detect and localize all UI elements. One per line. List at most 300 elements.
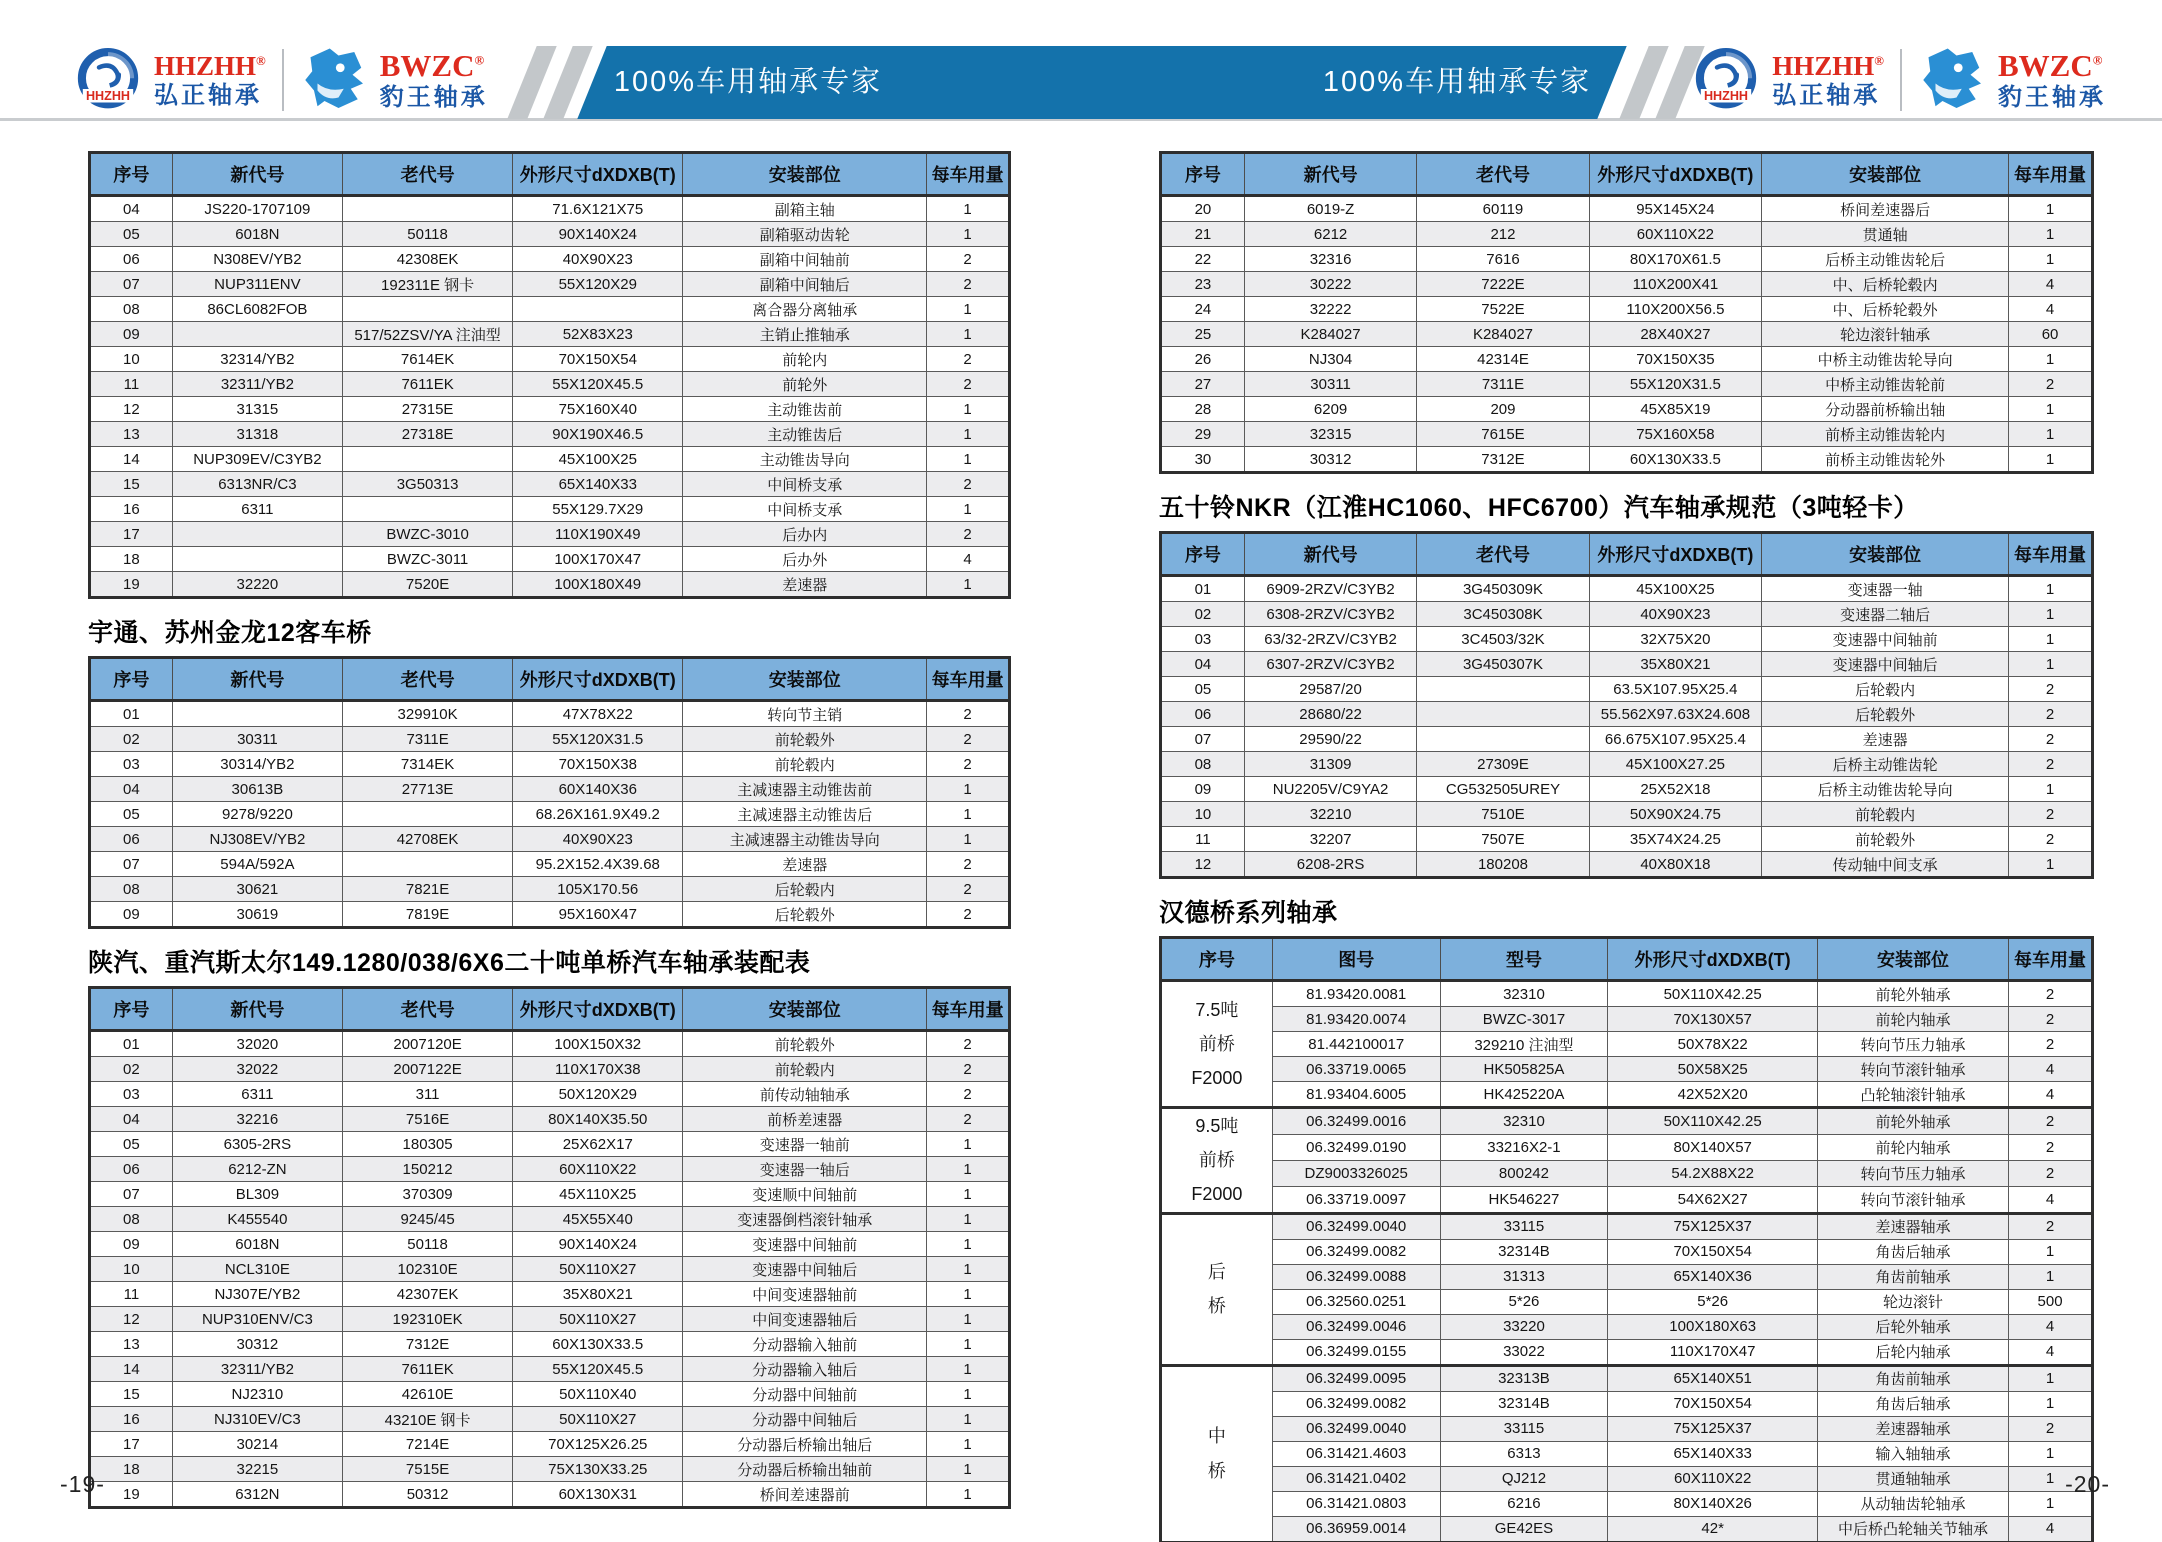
- table-cell: 04: [90, 196, 173, 222]
- table-cell: 65X140X33: [513, 472, 683, 497]
- bwzc-logo-icon: [300, 45, 370, 115]
- table-cell: 50X110X27: [513, 1307, 683, 1332]
- table-cell: 50X110X42.25: [1608, 1108, 1818, 1135]
- column-header: 每车用量: [2009, 938, 2093, 981]
- bwzc-abbr: BWZC®: [1998, 48, 2103, 84]
- table-cell: 12: [1161, 852, 1245, 878]
- table-cell: 中、后桥轮毂外: [1762, 297, 2009, 322]
- table-cell: 25X52X18: [1589, 777, 1761, 802]
- column-header: 序号: [1161, 938, 1273, 981]
- table-row: [90, 572, 1010, 598]
- table-cell: 08: [90, 877, 173, 902]
- table-cell: 2: [2009, 1134, 2093, 1160]
- table-cell: 06: [90, 1157, 173, 1182]
- table-cell: 主动锥齿后: [683, 422, 927, 447]
- table-cell: 24: [1161, 297, 1245, 322]
- table-cell: 2: [927, 1082, 1010, 1107]
- table-row: [1161, 1365, 2093, 1391]
- table-cell: 7522E: [1417, 297, 1589, 322]
- table-cell: BWZC-3010: [342, 522, 512, 547]
- table-cell: 3C450308K: [1417, 602, 1589, 627]
- table-cell: 后轮外轴承: [1818, 1314, 2009, 1339]
- table-cell: 1: [927, 1407, 1010, 1432]
- table-cell: 主减速器主动锥齿前: [683, 777, 927, 802]
- page-header: [0, 0, 2162, 121]
- table-cell: 15: [90, 472, 173, 497]
- table-cell: 1: [927, 1157, 1010, 1182]
- table-cell: 30621: [172, 877, 342, 902]
- table-cell: 03: [1161, 627, 1245, 652]
- table-cell: 06.32499.0046: [1272, 1314, 1440, 1339]
- table-cell: 81.93420.0081: [1272, 981, 1440, 1007]
- table-cell: 1: [927, 1332, 1010, 1357]
- table-cell: 12: [90, 1307, 173, 1332]
- table-cell: 输入轴轴承: [1818, 1441, 2009, 1466]
- table-cell: 副箱中间轴前: [683, 247, 927, 272]
- table-cell: 28: [1161, 397, 1245, 422]
- table-cell: 7515E: [342, 1457, 512, 1482]
- table-cell: 40X90X23: [1589, 602, 1761, 627]
- table-cell: 13: [90, 422, 173, 447]
- table-cell: 32314B: [1440, 1391, 1608, 1416]
- bwzc-abbr: BWZC®: [379, 48, 485, 84]
- table-cell: HK505825A: [1440, 1057, 1608, 1082]
- table-cell: 32207: [1244, 827, 1416, 852]
- table-cell: NUP311ENV: [172, 272, 342, 297]
- table-cell: 07: [90, 1182, 173, 1207]
- table-cell: 变速顺中间轴前: [683, 1182, 927, 1207]
- table-row: [1161, 422, 2093, 447]
- page-number-right: -20-: [2065, 1471, 2110, 1497]
- table-cell: 主动锥齿前: [683, 397, 927, 422]
- table-cell: 副箱驱动齿轮: [683, 222, 927, 247]
- table-cell: 63/32-2RZV/C3YB2: [1244, 627, 1416, 652]
- bwzc-name: 豹王轴承: [379, 83, 488, 111]
- table-cell: 50X78X22: [1608, 1032, 1818, 1057]
- table-cell: 60X130X33.5: [1589, 447, 1761, 473]
- table-cell: 前轮毂外: [683, 727, 927, 752]
- table-cell: 变速器一轴后: [683, 1157, 927, 1182]
- table-cell: 06.32499.0016: [1272, 1108, 1440, 1135]
- table-cell: 06.32499.0040: [1272, 1416, 1440, 1441]
- table-cell: 4: [927, 547, 1010, 572]
- table-cell: 33115: [1440, 1416, 1608, 1441]
- table-row: [90, 1031, 1010, 1057]
- table-cell: 60X110X22: [513, 1157, 683, 1182]
- table-cell: 6307-2RZV/C3YB2: [1244, 652, 1416, 677]
- table-row: [1161, 777, 2093, 802]
- hande-axle-table: [1159, 936, 2094, 1542]
- table-cell: 桥间差速器前: [683, 1482, 927, 1508]
- group-label-cell: 7.5吨 前桥 F2000: [1161, 981, 1273, 1108]
- table-cell: 1: [2009, 576, 2093, 602]
- table-cell: 1: [927, 1182, 1010, 1207]
- header-row: [90, 153, 1010, 196]
- table-cell: 中、后桥轮毂内: [1762, 272, 2009, 297]
- table-cell: 71.6X121X75: [513, 196, 683, 222]
- table-cell: 06.32560.0251: [1272, 1289, 1440, 1314]
- table-cell: 2: [2009, 702, 2093, 727]
- table-cell: 329910K: [342, 701, 512, 727]
- table-cell: 54.2X88X22: [1608, 1160, 1818, 1186]
- table-cell: 前轮内: [683, 347, 927, 372]
- column-header: 安装部位: [683, 988, 927, 1031]
- column-header: 老代号: [342, 658, 512, 701]
- table-cell: 1: [927, 1432, 1010, 1457]
- table-row: [90, 1432, 1010, 1457]
- column-header: 新代号: [172, 658, 342, 701]
- table-row: [90, 196, 1010, 222]
- table-cell: 370309: [342, 1182, 512, 1207]
- table-cell: 1: [927, 422, 1010, 447]
- column-header: 外形尺寸dXDXB(T): [1589, 533, 1761, 576]
- table-cell: 35X80X21: [513, 1282, 683, 1307]
- table-cell: 30222: [1244, 272, 1416, 297]
- table-cell: 4: [2009, 272, 2093, 297]
- table-cell: 桥间差速器后: [1762, 196, 2009, 222]
- table-cell: 1: [2009, 1391, 2093, 1416]
- table-row: [1161, 397, 2093, 422]
- table-cell: 1: [2009, 196, 2093, 222]
- table-cell: 32313B: [1440, 1365, 1608, 1391]
- table-cell: 09: [1161, 777, 1245, 802]
- column-header: 外形尺寸dXDXB(T): [513, 153, 683, 196]
- table-cell: 5*26: [1440, 1289, 1608, 1314]
- table-cell: 3G50313: [342, 472, 512, 497]
- table-row: [90, 397, 1010, 422]
- table-row: [1161, 322, 2093, 347]
- table-cell: 50X110X27: [513, 1407, 683, 1432]
- table-cell: 32020: [172, 1031, 342, 1057]
- table-cell: 02: [90, 727, 173, 752]
- table-cell: 110X200X41: [1589, 272, 1761, 297]
- table-cell: 23: [1161, 272, 1245, 297]
- table-cell: 2: [927, 877, 1010, 902]
- table-cell: 42*: [1608, 1516, 1818, 1542]
- table-cell: 32311/YB2: [172, 372, 342, 397]
- table-row: [1161, 1491, 2093, 1516]
- table-cell: 150212: [342, 1157, 512, 1182]
- table-cell: 7614EK: [342, 347, 512, 372]
- table-cell: 95X145X24: [1589, 196, 1761, 222]
- table-cell: 43210E 钢卡: [342, 1407, 512, 1432]
- table-cell: 前轮毂外: [1762, 827, 2009, 852]
- table-cell: 06.32499.0082: [1272, 1239, 1440, 1264]
- table-cell: 66.675X107.95X25.4: [1589, 727, 1761, 752]
- table-cell: 16: [90, 497, 173, 522]
- table-cell: 2: [927, 852, 1010, 877]
- table-cell: 30311: [172, 727, 342, 752]
- table-cell: 7312E: [1417, 447, 1589, 473]
- table-cell: 28680/22: [1244, 702, 1416, 727]
- table-cell: 角齿前轴承: [1818, 1264, 2009, 1289]
- column-header: 老代号: [1417, 153, 1589, 196]
- table-cell: 80X140X35.50: [513, 1107, 683, 1132]
- table-cell: 13: [90, 1332, 173, 1357]
- table-cell: 贯通轴轴承: [1818, 1466, 2009, 1491]
- table-row: [1161, 1391, 2093, 1416]
- table-cell: 前轮外: [683, 372, 927, 397]
- column-header: 老代号: [342, 153, 512, 196]
- table-cell: 2: [927, 1057, 1010, 1082]
- table-cell: 1: [2009, 1491, 2093, 1516]
- table-cell: 1: [2009, 422, 2093, 447]
- table-cell: 前桥主动锥齿轮内: [1762, 422, 2009, 447]
- brand-block-right: [1690, 40, 2106, 120]
- table-cell: 前轮毂外: [683, 1031, 927, 1057]
- table-cell: 50118: [342, 1232, 512, 1257]
- table-cell: 转向节压力轴承: [1818, 1160, 2009, 1186]
- table-cell: 变速器一轴: [1762, 576, 2009, 602]
- table-cell: NJ2310: [172, 1382, 342, 1407]
- table-cell: 70X150X38: [513, 752, 683, 777]
- table-cell: K284027: [1417, 322, 1589, 347]
- table-cell: [342, 447, 512, 472]
- table-cell: 离合器分离轴承: [683, 297, 927, 322]
- table-title: 宇通、苏州金龙12客车桥: [88, 619, 372, 647]
- table-row: [90, 877, 1010, 902]
- table-cell: 192310EK: [342, 1307, 512, 1332]
- table-cell: 03: [90, 752, 173, 777]
- table-cell: 09: [90, 1232, 173, 1257]
- page-20: [1081, 121, 2162, 1542]
- brand-separator: [282, 49, 284, 111]
- column-header: 外形尺寸dXDXB(T): [1589, 153, 1761, 196]
- table-cell: 60X130X31: [513, 1482, 683, 1508]
- table-row: [1161, 1516, 2093, 1542]
- column-header: 每车用量: [2009, 153, 2093, 196]
- table-row: [1161, 1314, 2093, 1339]
- table-cell: 45X110X25: [513, 1182, 683, 1207]
- table-cell: 45X100X27.25: [1589, 752, 1761, 777]
- table-cell: 1: [927, 447, 1010, 472]
- table-cell: 02: [90, 1057, 173, 1082]
- column-header: 序号: [90, 988, 173, 1031]
- table-cell: 1: [927, 297, 1010, 322]
- bwzc-brand-text: [1998, 50, 2106, 110]
- table-cell: 594A/592A: [172, 852, 342, 877]
- table-row: [90, 1082, 1010, 1107]
- table-cell: 2: [2009, 802, 2093, 827]
- table-cell: 42610E: [342, 1382, 512, 1407]
- table-cell: 2: [927, 701, 1010, 727]
- table-cell: 30314/YB2: [172, 752, 342, 777]
- table-row: [1161, 981, 2093, 1007]
- table-row: [1161, 802, 2093, 827]
- table-cell: 60X110X22: [1589, 222, 1761, 247]
- table-cell: 55X120X31.5: [513, 727, 683, 752]
- table-cell: 800242: [1440, 1160, 1608, 1186]
- table-cell: 贯通轴: [1762, 222, 2009, 247]
- table-row: [1161, 1057, 2093, 1082]
- table-cell: 6311: [172, 1082, 342, 1107]
- table-cell: 中间变速器轴后: [683, 1307, 927, 1332]
- table-cell: 2: [2009, 1160, 2093, 1186]
- table-cell: [172, 322, 342, 347]
- table-cell: 1: [927, 222, 1010, 247]
- column-header: 外形尺寸dXDXB(T): [513, 988, 683, 1031]
- table-cell: 1: [2009, 1264, 2093, 1289]
- table-cell: NUP309EV/C3YB2: [172, 447, 342, 472]
- table-cell: 后轮毂外: [1762, 702, 2009, 727]
- table-cell: 06.31421.4603: [1272, 1441, 1440, 1466]
- table-cell: 192311E 钢卡: [342, 272, 512, 297]
- table-row: [1161, 196, 2093, 222]
- table-cell: 1: [927, 1232, 1010, 1257]
- table-cell: 70X150X35: [1589, 347, 1761, 372]
- table-cell: 1: [2009, 652, 2093, 677]
- table-row: [1161, 1213, 2093, 1239]
- table-cell: 35X74X24.25: [1589, 827, 1761, 852]
- table-cell: 变速器中间轴前: [1762, 627, 2009, 652]
- table-cell: 中后桥凸轮轴关节轴承: [1818, 1516, 2009, 1542]
- table-cell: 14: [90, 1357, 173, 1382]
- table-cell: 7616: [1417, 247, 1589, 272]
- table-cell: 27309E: [1417, 752, 1589, 777]
- group-label-cell: 9.5吨 前桥 F2000: [1161, 1108, 1273, 1214]
- table-cell: 7507E: [1417, 827, 1589, 852]
- table-cell: 68.26X161.9X49.2: [513, 802, 683, 827]
- table-cell: 1: [927, 827, 1010, 852]
- table-row: [1161, 827, 2093, 852]
- table-cell: 180305: [342, 1132, 512, 1157]
- column-header: 序号: [90, 153, 173, 196]
- bwzc-brand: [300, 45, 488, 115]
- table-cell: 06.33719.0097: [1272, 1186, 1440, 1213]
- table-cell: 1: [2009, 1365, 2093, 1391]
- table-cell: 70X125X26.25: [513, 1432, 683, 1457]
- shaanqi-steyr-table: [88, 986, 1011, 1509]
- table-cell: NJ304: [1244, 347, 1416, 372]
- column-header: 安装部位: [1762, 153, 2009, 196]
- column-header: 外形尺寸dXDXB(T): [513, 658, 683, 701]
- table-cell: 分动器后桥输出轴前: [683, 1457, 927, 1482]
- table-row: [90, 777, 1010, 802]
- table-row: [90, 272, 1010, 297]
- table-cell: 2: [927, 727, 1010, 752]
- table-cell: 后轮毂内: [1762, 677, 2009, 702]
- table-row: [1161, 247, 2093, 272]
- brand-block-left: [72, 40, 488, 120]
- table-cell: 前轮外轴承: [1818, 1108, 2009, 1135]
- table-row: [90, 1382, 1010, 1407]
- table-cell: 6209: [1244, 397, 1416, 422]
- bwzc-brand: [1918, 45, 2106, 115]
- table-cell: 6216: [1440, 1491, 1608, 1516]
- table-cell: 2: [927, 522, 1010, 547]
- table-cell: 10: [90, 347, 173, 372]
- table-cell: 32311/YB2: [172, 1357, 342, 1382]
- table-cell: 65X140X33: [1608, 1441, 1818, 1466]
- hhzhh-brand-text: [154, 52, 266, 108]
- table-cell: 50312: [342, 1482, 512, 1508]
- table-cell: 90X190X46.5: [513, 422, 683, 447]
- table-cell: 中间桥支承: [683, 497, 927, 522]
- table-cell: 65X140X51: [1608, 1365, 1818, 1391]
- table-cell: 33220: [1440, 1314, 1608, 1339]
- table-cell: NU2205V/C9YA2: [1244, 777, 1416, 802]
- table-cell: 27318E: [342, 422, 512, 447]
- table-cell: 180208: [1417, 852, 1589, 878]
- table-cell: 从动轴齿轮轴承: [1818, 1491, 2009, 1516]
- table-cell: 2: [927, 247, 1010, 272]
- table-cell: 后桥主动锥齿轮后: [1762, 247, 2009, 272]
- catalog-pages: [0, 121, 2162, 1542]
- table-cell: 1: [927, 572, 1010, 598]
- table-cell: 31309: [1244, 752, 1416, 777]
- column-header: 新代号: [172, 988, 342, 1031]
- table-cell: 1: [927, 322, 1010, 347]
- table-cell: 32216: [172, 1107, 342, 1132]
- table-cell: 1: [2009, 1466, 2093, 1491]
- table-cell: GE42ES: [1440, 1516, 1608, 1542]
- table-cell: 54X62X27: [1608, 1186, 1818, 1213]
- column-header: 新代号: [1244, 153, 1416, 196]
- header-row: [1161, 938, 2093, 981]
- table-cell: 33115: [1440, 1213, 1608, 1239]
- table-cell: 05: [90, 222, 173, 247]
- table-cell: [342, 196, 512, 222]
- table-cell: 06.32499.0095: [1272, 1365, 1440, 1391]
- table-cell: 209: [1417, 397, 1589, 422]
- table-cell: 分动器后桥输出轴后: [683, 1432, 927, 1457]
- table-cell: 55X120X31.5: [1589, 372, 1761, 397]
- header-row: [1161, 533, 2093, 576]
- table-row: [1161, 652, 2093, 677]
- table-cell: 3C4503/32K: [1417, 627, 1589, 652]
- table-cell: 06.31421.0402: [1272, 1466, 1440, 1491]
- table-cell: 02: [1161, 602, 1245, 627]
- column-header: 新代号: [172, 153, 342, 196]
- table-cell: 主动锥齿导向: [683, 447, 927, 472]
- table-cell: 主销止推轴承: [683, 322, 927, 347]
- table-cell: 110X200X56.5: [1589, 297, 1761, 322]
- table-cell: 1: [2009, 852, 2093, 878]
- table-cell: N308EV/YB2: [172, 247, 342, 272]
- table-cell: 80X140X26: [1608, 1491, 1818, 1516]
- table-cell: 中桥主动锥齿轮前: [1762, 372, 2009, 397]
- column-header: 老代号: [1417, 533, 1589, 576]
- table-cell: 05: [1161, 677, 1245, 702]
- table-cell: DZ9003326025: [1272, 1160, 1440, 1186]
- table-cell: BWZC-3017: [1440, 1007, 1608, 1032]
- table-cell: 7615E: [1417, 422, 1589, 447]
- table-row: [1161, 1339, 2093, 1365]
- table-cell: 32X75X20: [1589, 627, 1761, 652]
- table-cell: 角齿前轴承: [1818, 1365, 2009, 1391]
- hhzhh-logo-icon: [72, 44, 144, 116]
- table-cell: 26: [1161, 347, 1245, 372]
- table-row: [90, 1132, 1010, 1157]
- table-cell: 55X120X45.5: [513, 372, 683, 397]
- table-cell: [172, 701, 342, 727]
- table-cell: 32310: [1440, 981, 1608, 1007]
- table-cell: 21: [1161, 222, 1245, 247]
- table-cell: 4: [2009, 1516, 2093, 1542]
- table-row: [1161, 1007, 2093, 1032]
- table-cell: 4: [2009, 297, 2093, 322]
- table-cell: 81.93404.6005: [1272, 1082, 1440, 1108]
- table-cell: QJ212: [1440, 1466, 1608, 1491]
- table-cell: 1: [2009, 1441, 2093, 1466]
- table-cell: 30311: [1244, 372, 1416, 397]
- table-row: [90, 347, 1010, 372]
- table-row: [90, 852, 1010, 877]
- table-row: [1161, 677, 2093, 702]
- table-cell: 04: [90, 777, 173, 802]
- table-cell: [1417, 702, 1589, 727]
- table-cell: 差速器轴承: [1818, 1213, 2009, 1239]
